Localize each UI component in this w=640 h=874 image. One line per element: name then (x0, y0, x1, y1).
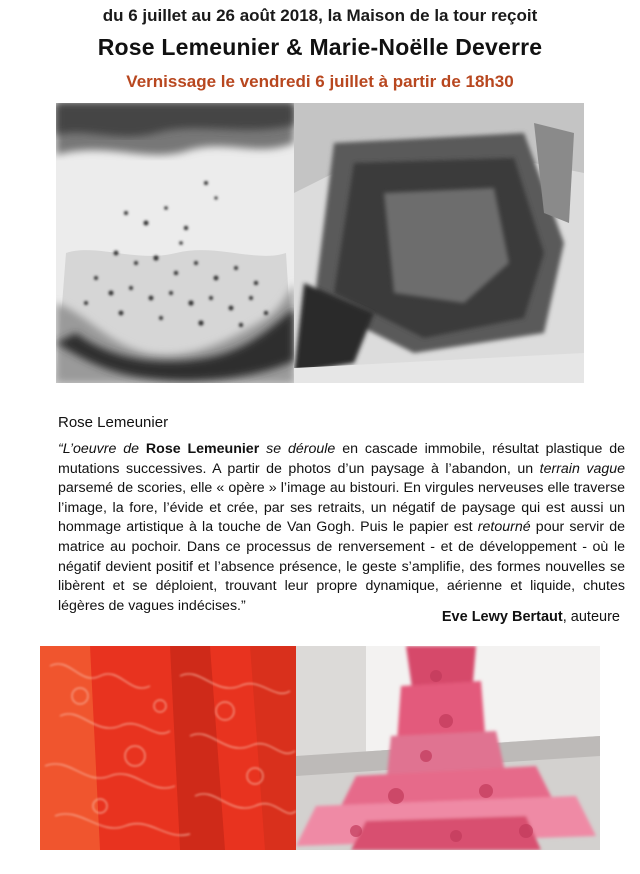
vernissage-line: Vernissage le vendredi 6 juillet à partir de 18h30 (126, 72, 514, 91)
quote-retourne: retourné (477, 519, 531, 536)
artwork-pink-installation (296, 646, 600, 850)
artwork-red-lace (40, 646, 296, 850)
quote-part-2: en cascade immobile, résultat plastique de mutations successives. A partir de photos d’un paysage à l’abandon, un (58, 441, 626, 477)
quote-terrain-vague: terrain vague (539, 460, 626, 477)
quote-part-3: parsemé de scories, elle « opère » l’image au bistouri. En virgules nerveuses elle traverse l’image, la fore, l’évide et crée, par ses retraits, un négatif de paysage qui est aussi un hommage artistique à la touche de Van Gogh. Puis le papier est (58, 480, 625, 536)
quote-artist-name: Rose Lemeunier (145, 441, 260, 457)
artist-quote (58, 440, 625, 616)
page-title: Rose Lemeunier & Marie-Noëlle Deverre (97, 34, 543, 60)
quote-part-4: pour servir de matrice au pochoir. Dans ce processus de renversement - et de développement - où le négatif devient positif et l’absence présence, le geste s’amplifie, des formes nouvelles se libèrent et se déploient, trouvant leur propre dynamique, aérienne et liquide, chutes légères de vagues indécises.” (58, 519, 625, 614)
exhibition-dates: du 6 juillet au 26 août 2018, la Maison de la tour reçoit (102, 6, 538, 25)
quote-deroule: déroule (287, 441, 336, 457)
section-heading-artist: Rose Lemeunier (58, 414, 169, 431)
credit-name: Eve Lewy Bertaut (441, 609, 563, 625)
artwork-grey-stain (56, 103, 294, 383)
artwork-grey-collage (294, 103, 584, 383)
quote-se: se (259, 441, 288, 457)
quote-open: “L’oeuvre de (58, 441, 146, 457)
credit-role: , auteure (562, 609, 620, 625)
quote-credit (442, 609, 620, 625)
